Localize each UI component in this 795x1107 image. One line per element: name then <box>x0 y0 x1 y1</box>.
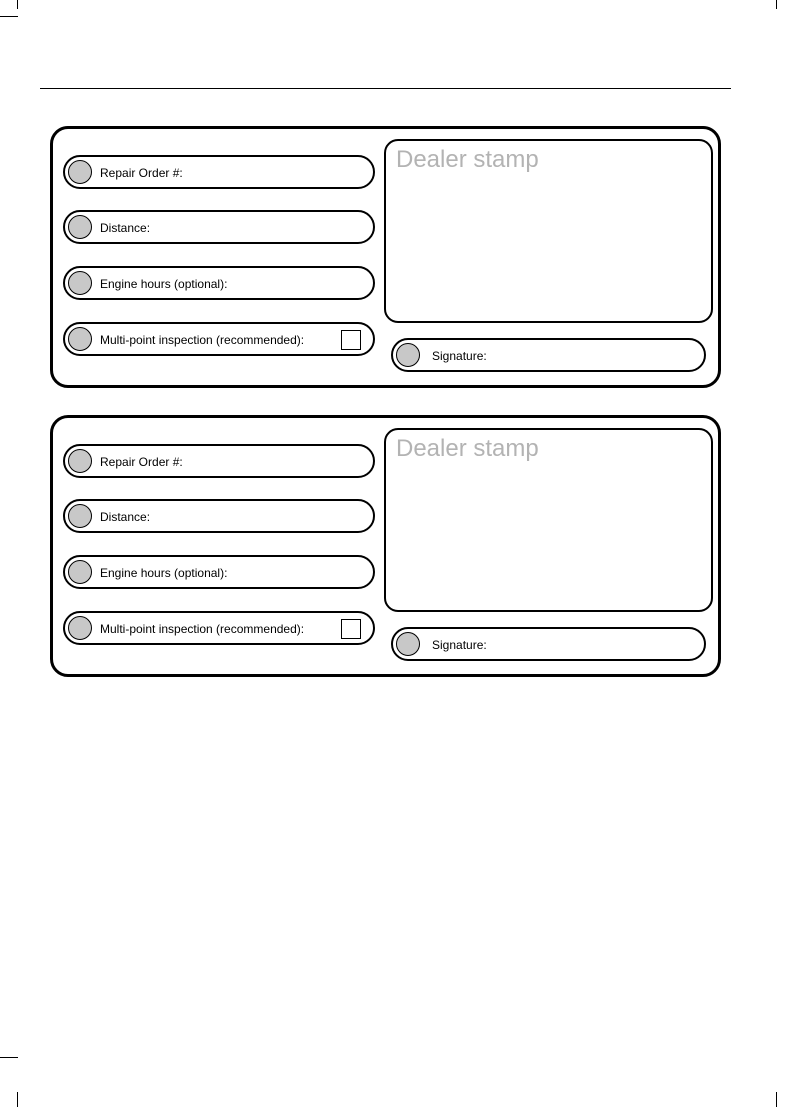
field-label: Engine hours (optional): <box>100 277 228 291</box>
crop-mark <box>17 1092 18 1107</box>
field-label: Distance: <box>100 510 151 524</box>
field-marker-circle <box>68 271 92 295</box>
field-marker-circle <box>396 632 420 656</box>
multi-point-inspection-field <box>63 611 375 645</box>
field-marker-circle <box>68 504 92 528</box>
dealer-stamp-label: Dealer stamp <box>396 435 539 462</box>
signature-label: Signature: <box>432 638 487 652</box>
field-marker-circle <box>68 560 92 584</box>
field-marker-circle <box>68 616 92 640</box>
signature-field[interactable] <box>391 627 706 661</box>
dealer-stamp-label: Dealer stamp <box>396 146 539 173</box>
inspection-checkbox[interactable] <box>341 619 361 639</box>
engine-hours-field[interactable] <box>63 266 375 300</box>
signature-label: Signature: <box>432 349 487 363</box>
engine-hours-field[interactable] <box>63 555 375 589</box>
service-record-card <box>50 126 721 388</box>
dealer-stamp-box <box>384 139 713 323</box>
field-marker-circle <box>396 343 420 367</box>
field-label: Multi-point inspection (recommended): <box>100 622 305 636</box>
inspection-checkbox[interactable] <box>341 330 361 350</box>
repair-order-field[interactable] <box>63 155 375 189</box>
crop-mark <box>17 0 18 9</box>
field-marker-circle <box>68 327 92 351</box>
field-label: Repair Order #: <box>100 455 183 469</box>
crop-mark <box>776 1092 777 1107</box>
field-label: Engine hours (optional): <box>100 566 228 580</box>
distance-field[interactable] <box>63 499 375 533</box>
field-marker-circle <box>68 215 92 239</box>
header-rule <box>40 88 731 89</box>
crop-mark <box>776 0 777 9</box>
field-label: Repair Order #: <box>100 166 183 180</box>
crop-mark <box>0 16 18 17</box>
signature-field[interactable] <box>391 338 706 372</box>
distance-field[interactable] <box>63 210 375 244</box>
field-marker-circle <box>68 449 92 473</box>
multi-point-inspection-field <box>63 322 375 356</box>
crop-mark <box>0 1057 18 1058</box>
service-record-card <box>50 415 721 677</box>
dealer-stamp-box <box>384 428 713 612</box>
field-label: Distance: <box>100 221 151 235</box>
repair-order-field[interactable] <box>63 444 375 478</box>
field-label: Multi-point inspection (recommended): <box>100 333 305 347</box>
field-marker-circle <box>68 160 92 184</box>
